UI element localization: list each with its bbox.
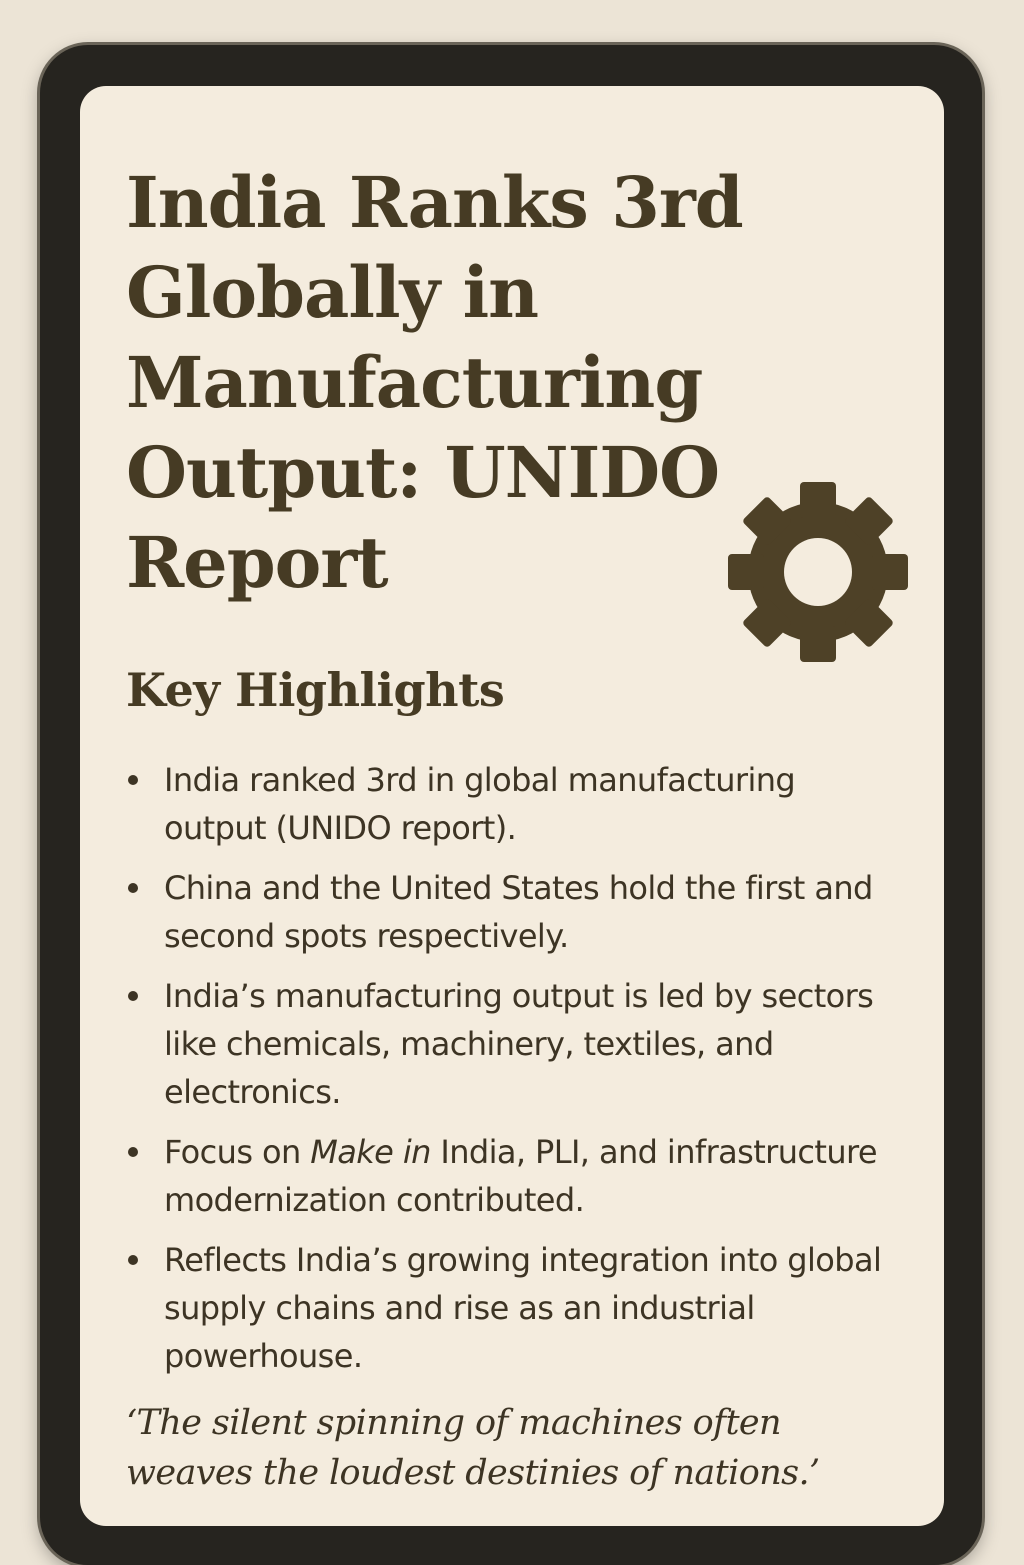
highlight-text: India ranked 3rd in global manufacturing output (UNIDO report). <box>164 761 796 847</box>
highlight-text: Reflects India’s growing integration into global supply chains and rise as an industrial powerhouse. <box>164 1241 882 1375</box>
bullet-dot <box>128 883 138 893</box>
highlight-item-sectors <box>126 972 906 1116</box>
bullet-dot <box>128 1255 138 1265</box>
highlight-text: China and the United States hold the first and second spots respectively. <box>164 869 873 955</box>
closing-quote: ‘The silent spinning of machines often weaves the loudest destinies of nations.’ <box>126 1403 820 1493</box>
highlight-item-integration <box>126 1236 906 1380</box>
highlight-item-top-spots <box>126 864 906 960</box>
highlight-item-policies <box>126 1128 906 1224</box>
highlight-text-before: Focus on <box>164 1133 311 1171</box>
bullet-dot <box>128 1147 138 1157</box>
article-title: India Ranks 3rd Globally in Manufacturing Output: UNIDO Report <box>126 161 743 604</box>
tablet-screen <box>80 86 944 1526</box>
highlight-item-rank <box>126 756 906 852</box>
bullet-dot <box>128 991 138 1001</box>
gear-icon <box>726 480 910 664</box>
bullet-dot <box>128 775 138 785</box>
highlight-text-after: India, PLI, and infrastructure modernization contributed. <box>164 1133 877 1219</box>
highlight-emphasis: Make in <box>310 1133 431 1171</box>
highlight-text: India’s manufacturing output is led by sectors like chemicals, machinery, textiles, and electronics. <box>164 977 874 1111</box>
key-highlights-heading: Key Highlights <box>126 663 505 717</box>
highlights-list <box>126 756 906 1392</box>
